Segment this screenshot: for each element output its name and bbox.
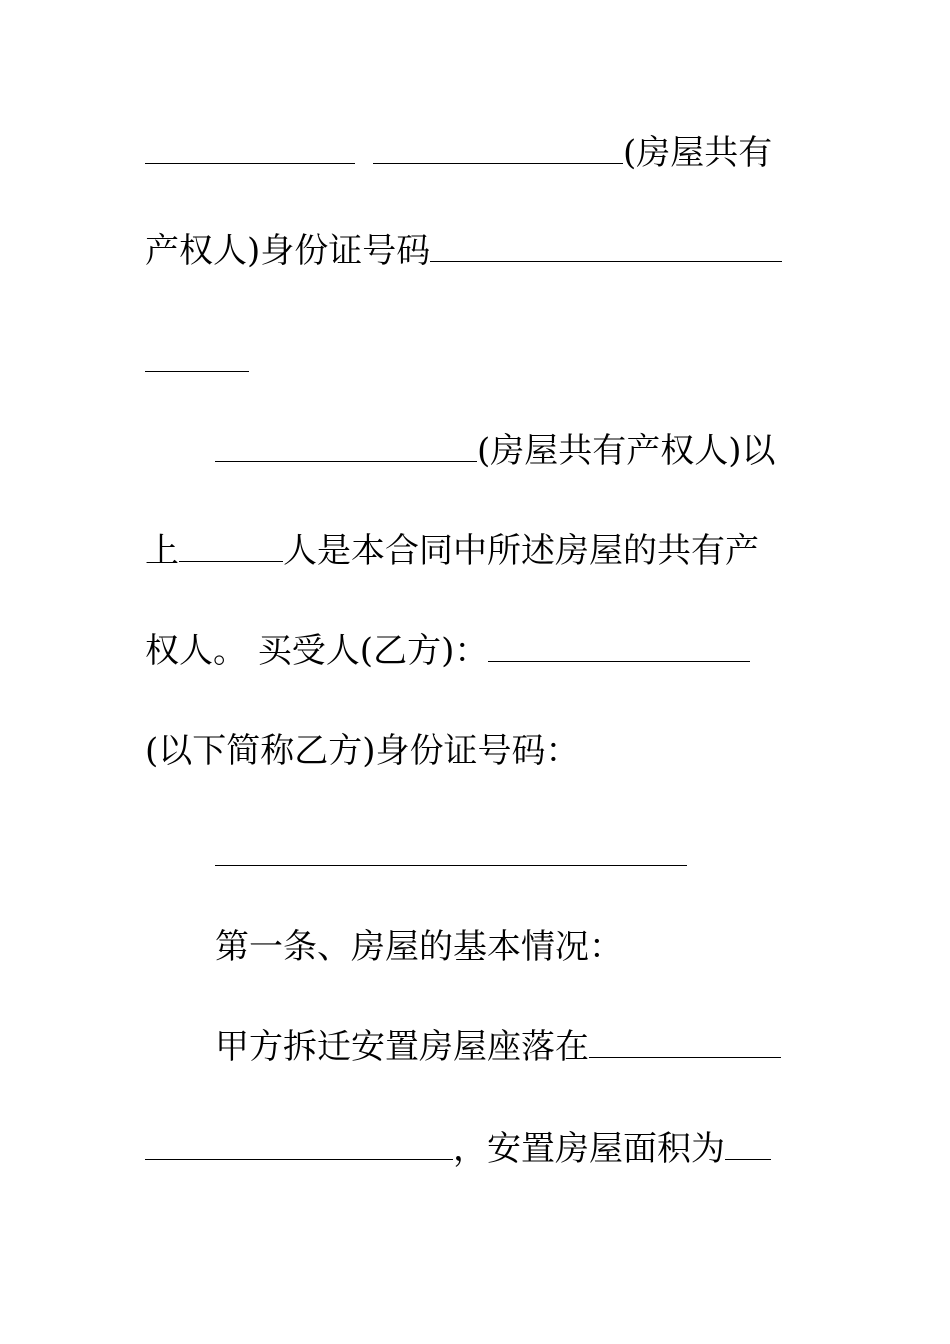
line-7: [145, 726, 580, 776]
text: 上: [145, 531, 179, 571]
blank-field: [145, 1158, 453, 1160]
text: (房屋共有: [623, 133, 773, 173]
blank-field: [215, 864, 687, 866]
blank-field: [179, 560, 283, 562]
blank-field: [589, 1056, 781, 1058]
text: (以下简称乙方)身份证号码：: [145, 731, 580, 771]
text: 甲方拆迁安置房屋座落在: [215, 1027, 589, 1067]
blank-field: [145, 162, 355, 164]
blank-field: [430, 260, 782, 262]
blank-field: [488, 660, 750, 662]
line-2: [145, 226, 782, 276]
line-10: [215, 1022, 781, 1072]
line-5: [145, 526, 759, 576]
text: 权人。 买受人(乙方)：: [145, 631, 489, 671]
line-9: [215, 922, 623, 972]
text: (房屋共有产权人)以: [477, 431, 776, 471]
line-4: [215, 426, 776, 476]
line-11: [145, 1124, 771, 1174]
line-6: [145, 626, 750, 676]
section-heading: 第一条、房屋的基本情况：: [215, 927, 623, 967]
blank-field: [725, 1158, 771, 1160]
line-3: [145, 336, 249, 386]
blank-field: [145, 370, 249, 372]
blank-field: [373, 162, 623, 164]
text: ，安置房屋面积为: [453, 1129, 725, 1169]
blank-field: [215, 460, 477, 462]
text: 人是本合同中所述房屋的共有产: [283, 531, 759, 571]
line-8: [215, 830, 687, 880]
line-1: [145, 128, 772, 178]
text: 产权人)身份证号码: [145, 231, 431, 271]
